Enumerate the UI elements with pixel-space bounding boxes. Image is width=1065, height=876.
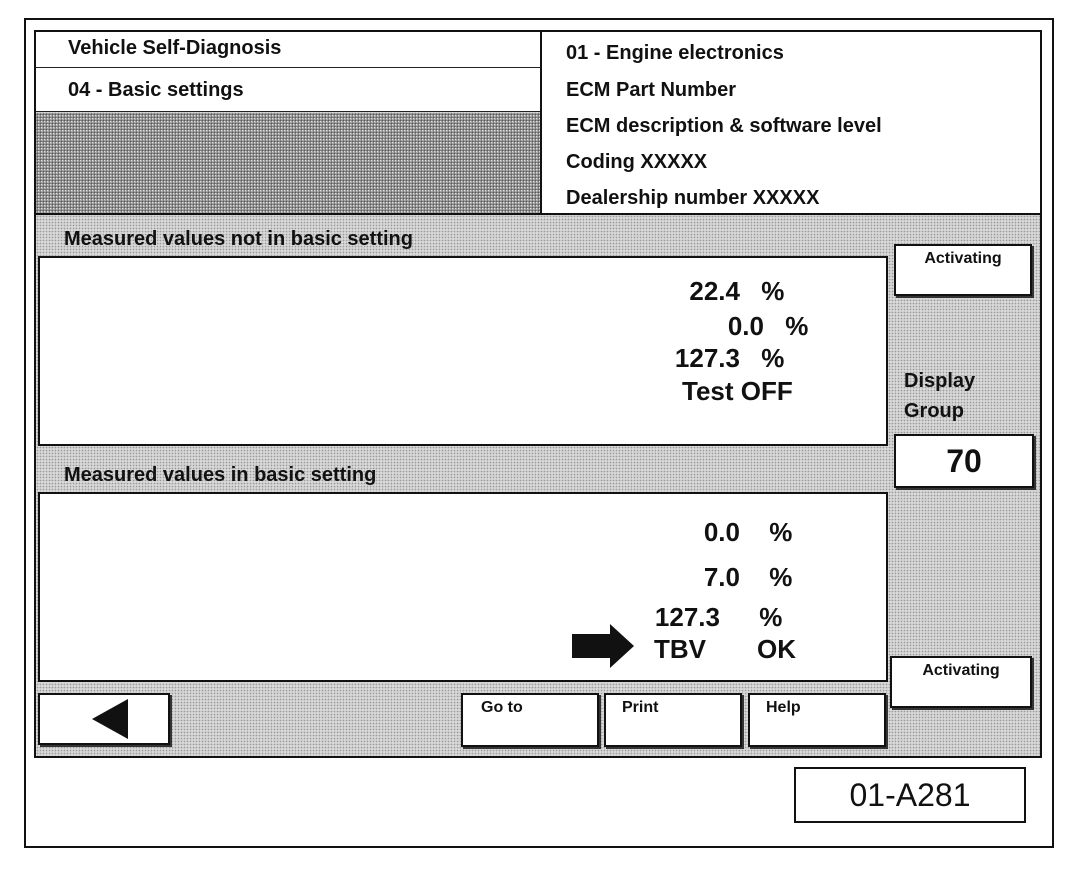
value-unit: % [769,562,793,592]
display-group-label-2: Group [904,400,964,422]
value-unit: % [761,276,785,306]
header-coding: Coding XXXXX [566,151,708,173]
arrow-right-icon [572,624,636,668]
figure-code: 01-A281 [849,777,971,813]
header-system: 01 - Engine electronics [566,42,784,64]
header-title: Vehicle Self-Diagnosis [68,37,282,59]
display-group-field[interactable] [894,434,1034,488]
figure-code-box [794,767,1026,823]
value-number: 0.0 [703,517,740,547]
value-number: 127.3 [654,602,720,632]
print-button[interactable] [604,693,742,747]
header-part-number: ECM Part Number [566,79,737,101]
display-group-value: 70 [946,443,982,479]
section-basic-label: Measured values in basic setting [64,464,377,486]
header-function: 04 - Basic settings [68,79,244,101]
header-shaded-area [36,113,540,214]
header-description: ECM description & software level [566,115,882,137]
status-test: Test OFF [682,376,793,406]
value-row [600,517,810,547]
activating-bottom-button[interactable] [890,656,1032,708]
value-number: 7.0 [703,562,740,592]
value-unit: % [785,311,809,341]
value-row [600,276,810,306]
print-label: Print [622,699,659,716]
value-number: 127.3 [674,343,740,373]
value-number: 0.0 [727,311,764,341]
value-unit: % [759,602,783,632]
header-divider [36,213,1040,215]
goto-button[interactable] [461,693,599,747]
activating-bottom-label: Activating [922,662,1000,679]
header-dealer: Dealership number XXXXX [566,187,820,209]
activating-top-label: Activating [924,250,1002,267]
back-button[interactable] [38,693,170,745]
value-unit: % [761,343,785,373]
display-group-label-1: Display [904,370,976,392]
status-tbv: TBV [654,634,706,664]
help-button[interactable] [748,693,886,747]
activating-top-button[interactable] [894,244,1032,296]
value-unit: % [769,517,793,547]
section-not-basic-label: Measured values not in basic setting [64,228,413,250]
arrow-left-icon [40,695,172,743]
value-row [600,562,810,592]
goto-label: Go to [481,699,523,716]
value-row [600,343,810,373]
value-row [600,311,810,341]
status-ok: OK [757,634,796,664]
help-label: Help [766,699,801,716]
value-number: 22.4 [689,276,740,306]
